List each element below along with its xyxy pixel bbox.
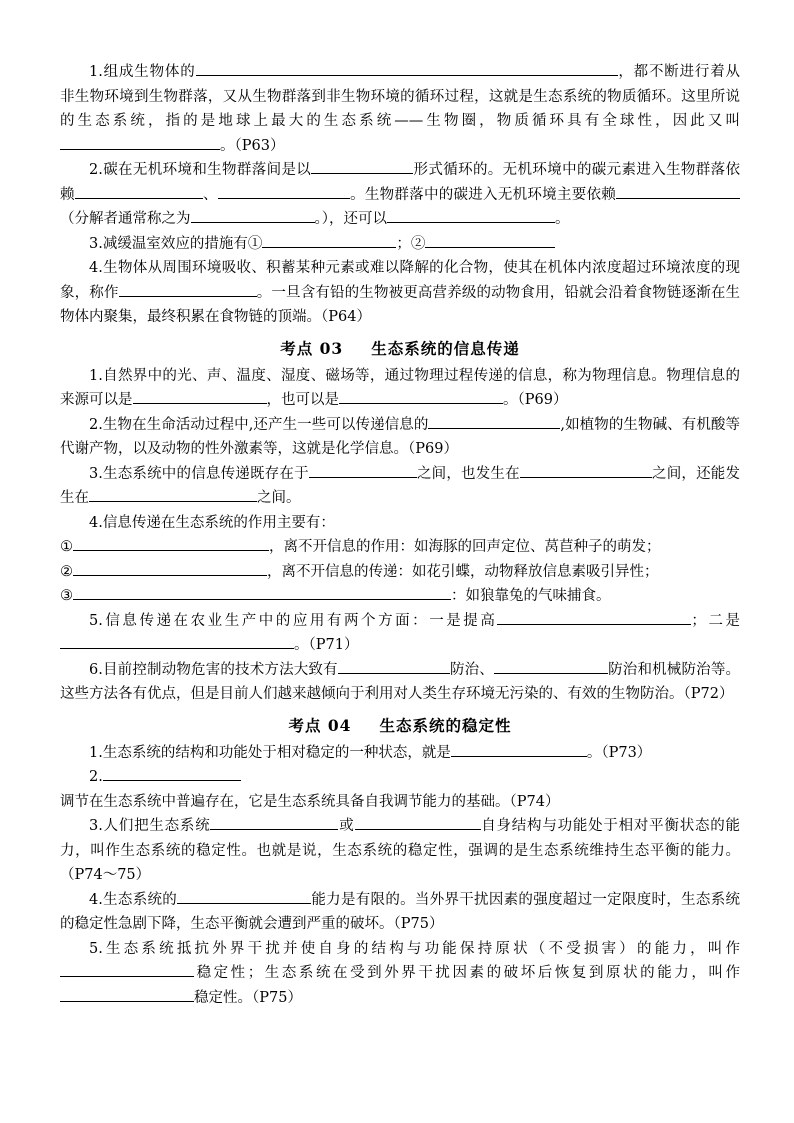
- fill-blank[interactable]: [60, 961, 194, 977]
- text: 调节在生态系统中普遍存在，它是生态系统具备自我调节能力的基础。（P74）: [60, 793, 560, 810]
- fill-blank[interactable]: [60, 134, 220, 150]
- question-s2-3: [60, 232, 740, 257]
- section-title: 生态系统的信息传递: [371, 338, 520, 358]
- fill-blank[interactable]: [191, 207, 315, 223]
- worksheet-page: [60, 60, 740, 1010]
- question-s3-4-item1: [60, 535, 740, 560]
- question-s2-4: [60, 256, 740, 330]
- text: 。一旦含有铅的生物被更高营养级的动物食用，铅就会沿着食物链逐渐在生物体内聚集，最终积累在食物链的顶端。（P64）: [60, 284, 741, 325]
- fill-blank[interactable]: [355, 814, 481, 830]
- text: 形式循环的。无机环境中的碳元素进入生物群落依赖: [60, 162, 740, 203]
- text: ；②: [396, 235, 426, 252]
- text: 3.减缓温室效应的措施有①: [89, 235, 263, 252]
- text: 之间。: [257, 490, 301, 506]
- fill-blank[interactable]: [73, 535, 269, 551]
- question-s3-1: [60, 364, 740, 413]
- text: ,如植物的生物碱、有机酸等代谢产物，以及动物的性外激素等，这就是化学信息。（P69）: [60, 416, 740, 457]
- fill-blank[interactable]: [497, 609, 691, 625]
- fill-blank[interactable]: [311, 158, 413, 174]
- section-title: 生态系统的稳定性: [379, 715, 512, 735]
- text: 之间，还能发生在: [60, 465, 740, 506]
- question-s3-5: [60, 609, 740, 658]
- text: ，离不开信息的作用：如海豚的回声定位、莴苣种子的萌发；: [269, 539, 661, 555]
- fill-blank[interactable]: [451, 741, 587, 757]
- fill-blank[interactable]: [133, 388, 267, 404]
- fill-blank[interactable]: [309, 462, 417, 478]
- text: ；二是: [691, 612, 740, 629]
- text: 3.生态系统中的信息传递既存在于: [89, 465, 309, 482]
- fill-blank[interactable]: [60, 633, 294, 649]
- text: 1.组成生物体的: [89, 64, 196, 80]
- text: 稳定性。（P75）: [194, 989, 302, 1006]
- text: 。: [555, 211, 570, 227]
- text: 5.信息传递在农业生产中的应用有两个方面：一是提高: [89, 612, 498, 629]
- fill-blank[interactable]: [75, 183, 203, 199]
- text: 3.人们把生态系统: [89, 818, 211, 834]
- text: ，离不开信息的传递：如花引蝶，动物释放信息素吸引异性；: [267, 563, 659, 580]
- text: 之间，也发生在: [416, 465, 520, 482]
- text: 2.生物在生命活动过程中,还产生一些可以传递信息的: [89, 416, 429, 433]
- question-s4-5: [60, 937, 740, 1011]
- question-s3-2: [60, 413, 740, 462]
- fill-blank[interactable]: [428, 413, 560, 429]
- fill-blank[interactable]: [494, 658, 608, 674]
- fill-blank[interactable]: [73, 584, 451, 600]
- text: 6.目前控制动物危害的技术方法大致有: [89, 661, 338, 678]
- section-number: 考点 03: [280, 338, 344, 358]
- text: ，也可以是: [266, 392, 339, 408]
- text: 稳定性；生态系统在受到外界干扰因素的破坏后恢复到原状的能力，叫作: [194, 965, 740, 981]
- question-s3-4-item3: [60, 584, 740, 609]
- text: 或: [338, 818, 355, 834]
- question-s3-3: [60, 462, 740, 511]
- item-marker: ②: [60, 563, 73, 580]
- text: 1.生态系统的结构和功能处于相对稳定的一种状态，就是: [89, 744, 451, 761]
- fill-blank[interactable]: [616, 183, 740, 199]
- section-heading-04: [60, 713, 740, 739]
- fill-blank[interactable]: [218, 183, 350, 199]
- text: 4.生态系统的: [89, 891, 178, 908]
- fill-blank[interactable]: [520, 462, 652, 478]
- section-number: 考点 04: [288, 715, 352, 735]
- fill-blank[interactable]: [89, 486, 257, 502]
- text: 自身结构与功能处于相对平衡状态的能力，叫作生态系统的稳定性。也就是说，生态系统的稳定性，强调的是生态系统维持生态平衡的能力。（P74～75）: [60, 818, 741, 883]
- text: 。（P69）: [503, 392, 568, 408]
- question-s3-4: [60, 511, 740, 536]
- fill-blank[interactable]: [339, 388, 503, 404]
- text: 。（P63）: [220, 137, 285, 154]
- text: 4.信息传递在生态系统的作用主要有：: [89, 514, 335, 531]
- text: 1.自然界中的光、声、温度、湿度、磁场等，通过物理过程传递的信息，称为物理信息。物理信息的来源可以是: [60, 367, 740, 408]
- item-marker: ①: [60, 539, 73, 555]
- fill-blank[interactable]: [177, 888, 311, 904]
- text: 、: [202, 186, 218, 203]
- question-s3-4-item2: [60, 560, 740, 585]
- text: 2.: [89, 769, 103, 785]
- fill-blank[interactable]: [119, 281, 257, 297]
- fill-blank[interactable]: [196, 60, 618, 76]
- text: ：如狼靠兔的气味捕食。: [451, 588, 611, 604]
- text: 能力是有限的。当外界干扰因素的强度超过一定限度时，生态系统的稳定性急剧下降，生态平衡就会遭到严重的破坏。（P75）: [60, 891, 740, 932]
- fill-blank[interactable]: [425, 232, 555, 248]
- question-s4-1: [60, 741, 740, 766]
- text: 防治和机械防治等。这些方法各有优点，但是目前人们越来越倾向于利用对人类生存环境无污染的、有效的生物防治。（P72）: [60, 661, 740, 702]
- text: 。生物群落中的碳进入无机环境主要依赖: [349, 186, 617, 203]
- text: ，都不断进行着从非生物环境到生物群落，又从生物群落到非生物环境的循环过程，这就是生态系统的物质循环。这里所说的生态系统，指的是地球上最大的生态系统——生物圈，物质循环具有全球性，因此又叫: [60, 64, 740, 129]
- question-s4-3: [60, 814, 740, 888]
- text: （分解者通常称之为: [60, 211, 191, 227]
- question-s4-2: [60, 765, 740, 814]
- fill-blank[interactable]: [262, 232, 396, 248]
- question-s2-1: [60, 60, 740, 158]
- question-s2-2: [60, 158, 740, 232]
- text: 。（P73）: [586, 744, 652, 761]
- fill-blank[interactable]: [73, 560, 267, 576]
- text: 。（P71）: [294, 637, 359, 653]
- fill-blank[interactable]: [60, 986, 194, 1002]
- fill-blank[interactable]: [210, 814, 338, 830]
- text: 防治、: [449, 661, 494, 678]
- question-s3-6: [60, 658, 740, 707]
- text: 2.碳在无机环境和生物群落间是以: [89, 162, 312, 178]
- fill-blank[interactable]: [338, 658, 450, 674]
- item-marker: ③: [60, 588, 73, 604]
- section-heading-03: [60, 336, 740, 362]
- text: 5.生态系统抵抗外界干扰并使自身的结构与功能保持原状（不受损害）的能力，叫作: [89, 940, 740, 957]
- text: 4.生物体从周围环境吸收、积蓄某种元素或难以降解的化合物，使其在机体内浓度超过环境浓度的现象，称作: [60, 260, 740, 301]
- fill-blank[interactable]: [103, 765, 241, 781]
- question-s4-4: [60, 888, 740, 937]
- fill-blank[interactable]: [387, 207, 555, 223]
- text: 。），还可以: [314, 211, 387, 227]
